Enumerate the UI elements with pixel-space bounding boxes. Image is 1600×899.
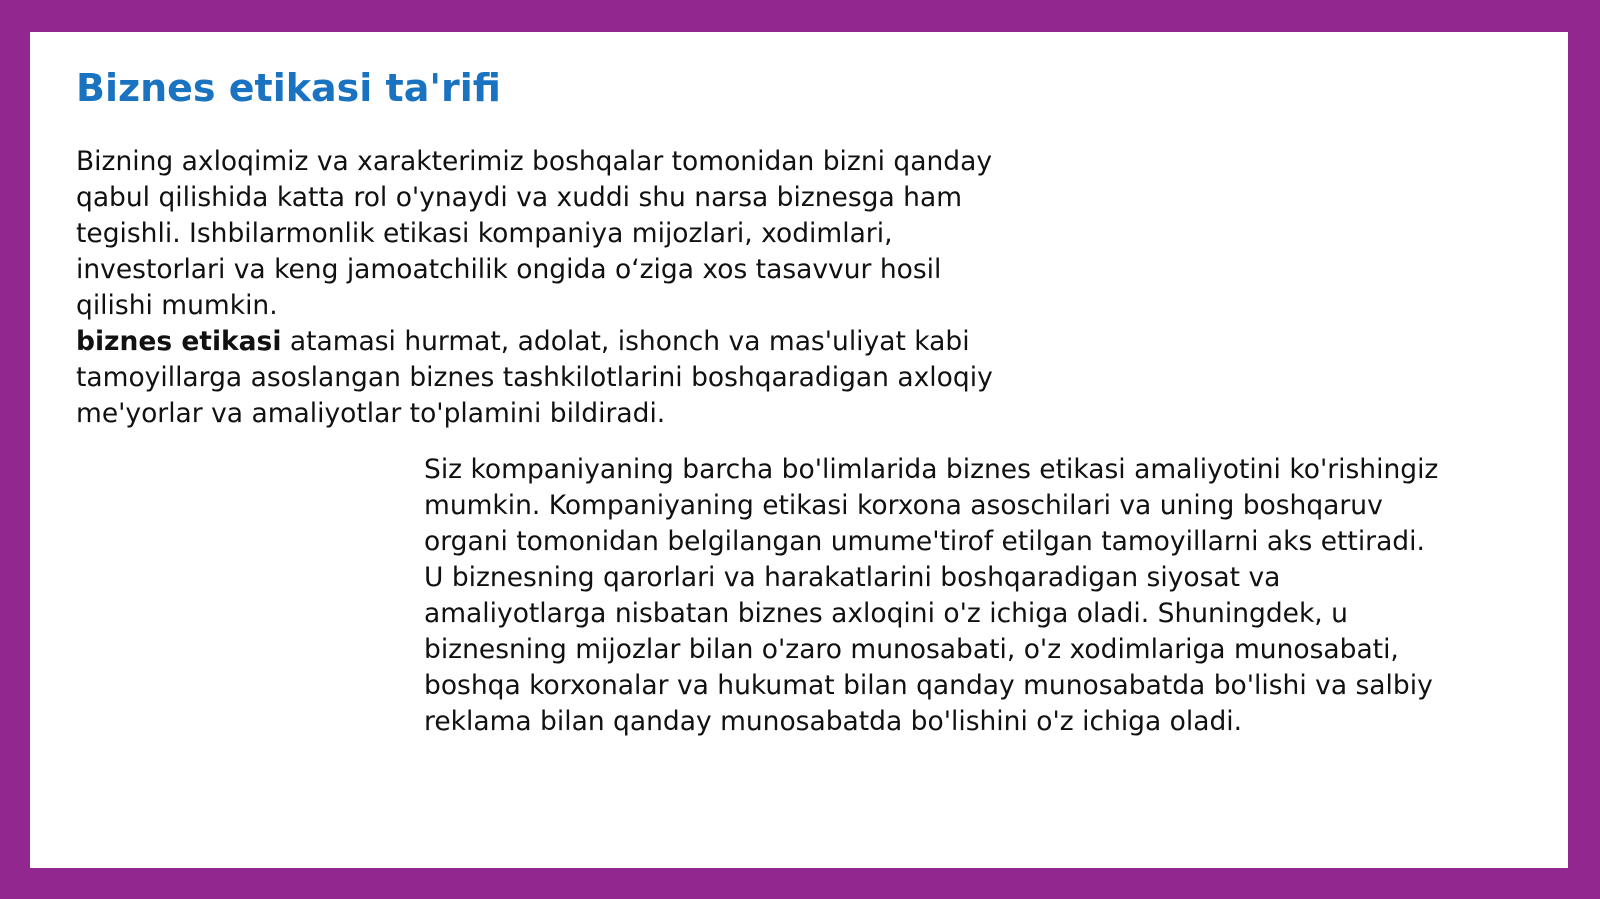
paragraph-line: boshqa korxonalar va hukumat bilan qanday munosabatda bo'lishi va salbiy — [424, 670, 1433, 701]
definition-term: biznes etikasi — [76, 326, 282, 357]
paragraph-line: reklama bilan qanday munosabatda bo'lishini o'z ichiga oladi. — [424, 706, 1243, 737]
paragraph-line: biznesning mijozlar bilan o'zaro munosabati, o'z xodimlariga munosabati, — [424, 634, 1399, 665]
paragraph-line: U biznesning qarorlari va harakatlarini boshqaradigan siyosat va — [424, 562, 1281, 593]
intro-text-block — [76, 144, 1076, 432]
paragraph-line: mumkin. Kompaniyaning etikasi korxona asoschilari va uning boshqaruv — [424, 490, 1383, 521]
slide-title: Biznes etikasi ta'rifi — [76, 66, 501, 110]
definition-first-line-rest: atamasi hurmat, adolat, ishonch va mas'uliyat kabi — [281, 326, 970, 357]
definition-line: me'yorlar va amaliyotlar to'plamini bildiradi. — [76, 398, 666, 429]
intro-line: qabul qilishida katta rol o'ynaydi va xuddi shu narsa biznesga ham — [76, 182, 963, 213]
definition-line: tamoyillarga asoslangan biznes tashkilotlarini boshqaradigan axloqiy — [76, 362, 993, 393]
paragraph-line: organi tomonidan belgilangan umume'tirof etilgan tamoyillarni aks ettiradi. — [424, 526, 1425, 557]
paragraph-line: Siz kompaniyaning barcha bo'limlarida biznes etikasi amaliyotini ko'rishingiz — [424, 454, 1439, 485]
paragraph-line: amaliyotlarga nisbatan biznes axloqini o'z ichiga oladi. Shuningdek, u — [424, 598, 1348, 629]
intro-line: tegishli. Ishbilarmonlik etikasi kompaniya mijozlari, xodimlari, — [76, 218, 893, 249]
intro-line: qilishi mumkin. — [76, 290, 278, 321]
slide-canvas — [30, 32, 1568, 868]
definition-first-line — [76, 324, 1076, 360]
second-paragraph-block — [424, 452, 1524, 740]
intro-line: Bizning axloqimiz va xarakterimiz boshqalar tomonidan bizni qanday — [76, 146, 993, 177]
intro-line: investorlari va keng jamoatchilik ongida o‘ziga xos tasavvur hosil — [76, 254, 942, 285]
